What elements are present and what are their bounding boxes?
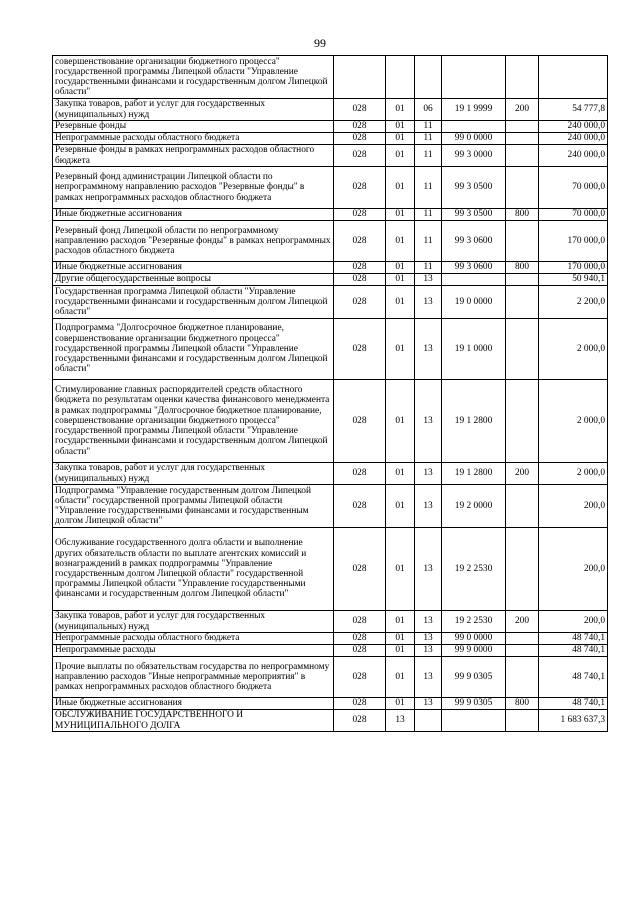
row-ved-code: 028 bbox=[334, 262, 386, 274]
row-target-code: 99 9 0000 bbox=[442, 645, 506, 657]
row-ved-code: 028 bbox=[334, 380, 386, 463]
row-section-code: 13 bbox=[386, 710, 415, 732]
row-section-code: 01 bbox=[386, 133, 415, 145]
row-section-code: 01 bbox=[386, 528, 415, 611]
row-target-code: 99 3 0000 bbox=[442, 145, 506, 167]
row-amount: 48 740,1 bbox=[539, 657, 608, 698]
row-section-code: 01 bbox=[386, 121, 415, 133]
row-ved-code: 028 bbox=[334, 121, 386, 133]
row-expense-type-code: 800 bbox=[506, 262, 539, 274]
row-amount: 200,0 bbox=[539, 485, 608, 528]
row-target-code: 19 1 0000 bbox=[442, 319, 506, 380]
row-target-code: 99 3 0600 bbox=[442, 221, 506, 262]
budget-table-body bbox=[53, 56, 608, 732]
row-name: Непрограммные расходы областного бюджета bbox=[53, 633, 334, 645]
row-name: Резервный фонд администрации Липецкой области по непрограммному направлению расходов "Резервные фонды" в рамках непрограммных расходов областного бюджета bbox=[53, 167, 334, 209]
row-section-code: 01 bbox=[386, 286, 415, 319]
row-name: Непрограммные расходы bbox=[53, 645, 334, 657]
row-amount: 240 000,0 bbox=[539, 145, 608, 167]
row-subsection-code bbox=[415, 56, 442, 99]
table-row bbox=[53, 209, 608, 221]
row-ved-code: 028 bbox=[334, 167, 386, 209]
row-expense-type-code bbox=[506, 528, 539, 611]
table-row bbox=[53, 99, 608, 121]
row-target-code: 99 3 0500 bbox=[442, 209, 506, 221]
row-ved-code: 028 bbox=[334, 710, 386, 732]
row-subsection-code: 13 bbox=[415, 274, 442, 286]
row-amount: 48 740,1 bbox=[539, 633, 608, 645]
row-name: Другие общегосударственные вопросы bbox=[53, 274, 334, 286]
row-amount: 240 000,0 bbox=[539, 133, 608, 145]
table-row bbox=[53, 698, 608, 710]
row-target-code: 19 1 2800 bbox=[442, 463, 506, 485]
row-ved-code: 028 bbox=[334, 286, 386, 319]
row-target-code: 99 9 0305 bbox=[442, 698, 506, 710]
table-row bbox=[53, 121, 608, 133]
row-ved-code: 028 bbox=[334, 528, 386, 611]
row-section-code: 01 bbox=[386, 274, 415, 286]
row-subsection-code: 13 bbox=[415, 286, 442, 319]
row-name: Подпрограмма "Долгосрочное бюджетное планирование, совершенствование организации бюджетного процесса" государственной программы Липецкой области "Управление государственными финансами и государственным долгом Липецкой области" bbox=[53, 319, 334, 380]
row-section-code: 01 bbox=[386, 645, 415, 657]
row-expense-type-code: 800 bbox=[506, 698, 539, 710]
row-ved-code: 028 bbox=[334, 485, 386, 528]
row-section-code: 01 bbox=[386, 262, 415, 274]
row-amount: 48 740,1 bbox=[539, 645, 608, 657]
row-target-code bbox=[442, 56, 506, 99]
row-name: Подпрограмма "Управление государственным долгом Липецкой области" государственной программы Липецкой области "Управление государственными финансами и государственным долгом Липецкой области" bbox=[53, 485, 334, 528]
table-row bbox=[53, 145, 608, 167]
row-target-code bbox=[442, 710, 506, 732]
row-section-code: 01 bbox=[386, 209, 415, 221]
table-row bbox=[53, 221, 608, 262]
table-row bbox=[53, 528, 608, 611]
row-section-code: 01 bbox=[386, 657, 415, 698]
row-target-code bbox=[442, 121, 506, 133]
row-subsection-code: 11 bbox=[415, 133, 442, 145]
row-subsection-code: 11 bbox=[415, 221, 442, 262]
row-amount: 170 000,0 bbox=[539, 262, 608, 274]
table-row bbox=[53, 319, 608, 380]
row-target-code: 19 2 2530 bbox=[442, 611, 506, 633]
table-row bbox=[53, 657, 608, 698]
table-row bbox=[53, 710, 608, 732]
row-amount: 70 000,0 bbox=[539, 167, 608, 209]
row-target-code: 19 2 2530 bbox=[442, 528, 506, 611]
row-target-code: 19 1 2800 bbox=[442, 380, 506, 463]
table-row bbox=[53, 463, 608, 485]
row-ved-code: 028 bbox=[334, 99, 386, 121]
table-row bbox=[53, 611, 608, 633]
row-name: Иные бюджетные ассигнования bbox=[53, 698, 334, 710]
row-expense-type-code bbox=[506, 133, 539, 145]
row-amount: 50 940,1 bbox=[539, 274, 608, 286]
row-subsection-code: 11 bbox=[415, 121, 442, 133]
row-expense-type-code bbox=[506, 274, 539, 286]
row-subsection-code: 11 bbox=[415, 145, 442, 167]
row-amount: 240 000,0 bbox=[539, 121, 608, 133]
row-amount bbox=[539, 56, 608, 99]
row-ved-code bbox=[334, 56, 386, 99]
table-row bbox=[53, 380, 608, 463]
row-expense-type-code bbox=[506, 645, 539, 657]
row-section-code: 01 bbox=[386, 463, 415, 485]
row-target-code: 99 0 0000 bbox=[442, 633, 506, 645]
row-expense-type-code bbox=[506, 319, 539, 380]
row-section-code: 01 bbox=[386, 698, 415, 710]
row-ved-code: 028 bbox=[334, 645, 386, 657]
row-amount: 2 200,0 bbox=[539, 286, 608, 319]
row-target-code: 19 0 0000 bbox=[442, 286, 506, 319]
row-ved-code: 028 bbox=[334, 221, 386, 262]
row-name: Закупка товаров, работ и услуг для государственных (муниципальных) нужд bbox=[53, 611, 334, 633]
row-name: ОБСЛУЖИВАНИЕ ГОСУДАРСТВЕННОГО И МУНИЦИПАЛЬНОГО ДОЛГА bbox=[53, 710, 334, 732]
row-ved-code: 028 bbox=[334, 209, 386, 221]
row-expense-type-code: 800 bbox=[506, 209, 539, 221]
row-ved-code: 028 bbox=[334, 274, 386, 286]
row-subsection-code: 11 bbox=[415, 167, 442, 209]
row-subsection-code: 13 bbox=[415, 657, 442, 698]
row-subsection-code: 13 bbox=[415, 633, 442, 645]
row-amount: 54 777,8 bbox=[539, 99, 608, 121]
row-ved-code: 028 bbox=[334, 657, 386, 698]
row-target-code: 99 3 0500 bbox=[442, 167, 506, 209]
row-target-code: 19 2 0000 bbox=[442, 485, 506, 528]
row-ved-code: 028 bbox=[334, 611, 386, 633]
row-subsection-code: 11 bbox=[415, 262, 442, 274]
row-subsection-code: 06 bbox=[415, 99, 442, 121]
row-name: Иные бюджетные ассигнования bbox=[53, 209, 334, 221]
row-name: совершенствование организации бюджетного процесса" государственной программы Липецкой области "Управление государственными финансами и государственным долгом Липецкой области" bbox=[53, 56, 334, 99]
budget-table bbox=[52, 55, 608, 732]
row-name: Резервные фонды в рамках непрограммных расходов областного бюджета bbox=[53, 145, 334, 167]
page-number: 99 bbox=[314, 36, 326, 50]
row-expense-type-code bbox=[506, 710, 539, 732]
row-name: Резервные фонды bbox=[53, 121, 334, 133]
row-expense-type-code bbox=[506, 657, 539, 698]
row-ved-code: 028 bbox=[334, 145, 386, 167]
row-target-code: 99 0 0000 bbox=[442, 133, 506, 145]
row-amount: 2 000,0 bbox=[539, 380, 608, 463]
row-subsection-code bbox=[415, 710, 442, 732]
row-section-code: 01 bbox=[386, 319, 415, 380]
row-expense-type-code bbox=[506, 633, 539, 645]
row-expense-type-code bbox=[506, 286, 539, 319]
row-section-code: 01 bbox=[386, 99, 415, 121]
row-subsection-code: 13 bbox=[415, 485, 442, 528]
row-subsection-code: 13 bbox=[415, 319, 442, 380]
row-subsection-code: 13 bbox=[415, 645, 442, 657]
row-expense-type-code bbox=[506, 145, 539, 167]
row-name: Непрограммные расходы областного бюджета bbox=[53, 133, 334, 145]
row-amount: 70 000,0 bbox=[539, 209, 608, 221]
row-amount: 200,0 bbox=[539, 528, 608, 611]
row-subsection-code: 13 bbox=[415, 698, 442, 710]
table-row bbox=[53, 485, 608, 528]
row-name: Закупка товаров, работ и услуг для государственных (муниципальных) нужд bbox=[53, 463, 334, 485]
row-amount: 2 000,0 bbox=[539, 319, 608, 380]
table-row bbox=[53, 133, 608, 145]
row-name: Прочие выплаты по обязательствам государства по непрограммному направлению расходов "Иные непрограммные мероприятия" в рамках непрограммных расходов областного бюджета bbox=[53, 657, 334, 698]
table-row bbox=[53, 286, 608, 319]
row-name: Государственная программа Липецкой области "Управление государственными финансами и государственным долгом Липецкой области" bbox=[53, 286, 334, 319]
row-subsection-code: 13 bbox=[415, 528, 442, 611]
row-expense-type-code bbox=[506, 485, 539, 528]
row-section-code: 01 bbox=[386, 145, 415, 167]
row-amount: 170 000,0 bbox=[539, 221, 608, 262]
table-row bbox=[53, 167, 608, 209]
row-subsection-code: 13 bbox=[415, 380, 442, 463]
row-expense-type-code bbox=[506, 167, 539, 209]
row-expense-type-code bbox=[506, 380, 539, 463]
row-ved-code: 028 bbox=[334, 463, 386, 485]
row-section-code bbox=[386, 56, 415, 99]
table-row bbox=[53, 274, 608, 286]
row-ved-code: 028 bbox=[334, 698, 386, 710]
row-section-code: 01 bbox=[386, 221, 415, 262]
row-section-code: 01 bbox=[386, 485, 415, 528]
table-row bbox=[53, 645, 608, 657]
row-name: Закупка товаров, работ и услуг для государственных (муниципальных) нужд bbox=[53, 99, 334, 121]
row-name: Иные бюджетные ассигнования bbox=[53, 262, 334, 274]
table-row bbox=[53, 633, 608, 645]
row-amount: 200,0 bbox=[539, 611, 608, 633]
row-name: Обслуживание государственного долга области и выполнение других обязательств области по выплате агентских комиссий и вознаграждений в рамках подпрограммы "Управление государственным долгом Липецкой области" государственной программы Липецкой области "Управление государственными финансами и государственным долгом Липецкой области" bbox=[53, 528, 334, 611]
row-name: Стимулирование главных распорядителей средств областного бюджета по результатам оценки качества финансового менеджмента в рамках подпрограммы "Долгосрочное бюджетное планирование, совершенствование организации бюджетного процесса" государственной программы Липецкой области "Управление государственными финансами и государственным долгом Липецкой области" bbox=[53, 380, 334, 463]
row-target-code: 19 1 9999 bbox=[442, 99, 506, 121]
row-ved-code: 028 bbox=[334, 133, 386, 145]
row-ved-code: 028 bbox=[334, 633, 386, 645]
row-expense-type-code bbox=[506, 56, 539, 99]
row-target-code: 99 9 0305 bbox=[442, 657, 506, 698]
row-target-code bbox=[442, 274, 506, 286]
row-expense-type-code bbox=[506, 121, 539, 133]
row-section-code: 01 bbox=[386, 167, 415, 209]
row-section-code: 01 bbox=[386, 380, 415, 463]
row-subsection-code: 13 bbox=[415, 611, 442, 633]
row-name: Резервный фонд Липецкой области по непрограммному направлению расходов "Резервные фонды" в рамках непрограммных расходов областного бюджета bbox=[53, 221, 334, 262]
row-amount: 2 000,0 bbox=[539, 463, 608, 485]
row-subsection-code: 13 bbox=[415, 463, 442, 485]
row-section-code: 01 bbox=[386, 633, 415, 645]
row-subsection-code: 11 bbox=[415, 209, 442, 221]
row-section-code: 01 bbox=[386, 611, 415, 633]
row-expense-type-code: 200 bbox=[506, 463, 539, 485]
row-expense-type-code bbox=[506, 221, 539, 262]
table-row bbox=[53, 56, 608, 99]
row-amount: 1 683 637,3 bbox=[539, 710, 608, 732]
row-target-code: 99 3 0600 bbox=[442, 262, 506, 274]
row-expense-type-code: 200 bbox=[506, 611, 539, 633]
row-ved-code: 028 bbox=[334, 319, 386, 380]
row-amount: 48 740,1 bbox=[539, 698, 608, 710]
row-expense-type-code: 200 bbox=[506, 99, 539, 121]
table-row bbox=[53, 262, 608, 274]
